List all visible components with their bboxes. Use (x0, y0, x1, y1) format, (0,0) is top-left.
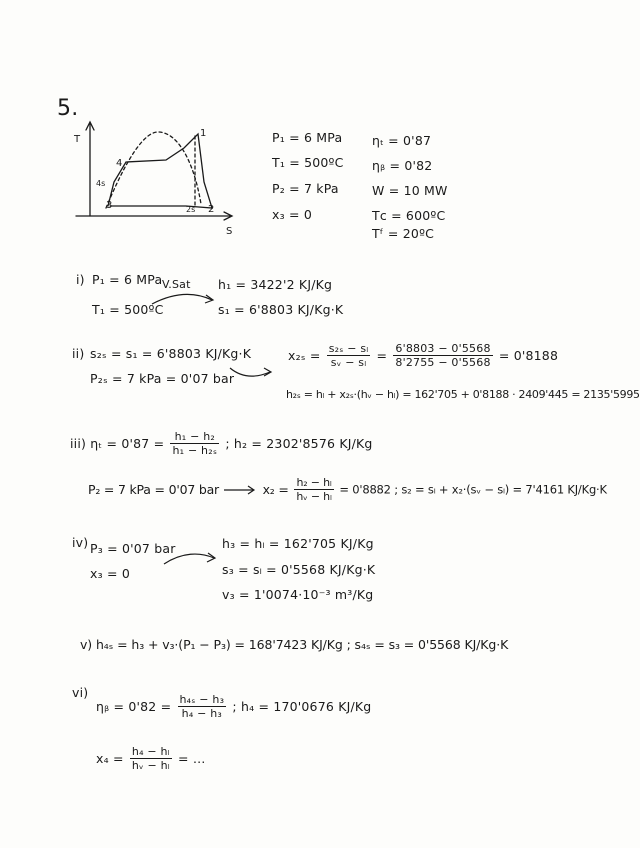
step1-t1: T₁ = 500ºC (92, 302, 164, 317)
state-label-2: 2 (208, 204, 215, 215)
given-p1: P₁ = 6 MPa (272, 130, 343, 145)
step3-x2-frac-den: hᵥ − hₗ (296, 490, 332, 503)
step3-x2-lhs: x₂ = (262, 482, 289, 497)
step1-p1: P₁ = 6 MPa (92, 272, 163, 287)
step2-frac1-num: s₂ₛ − sₗ (328, 342, 369, 355)
state-label-4s: 4s (96, 179, 106, 188)
step3-x2-frac-num: h₂ − hₗ (294, 476, 333, 490)
step1-s1: s₁ = 6'8803 KJ/Kg·K (218, 302, 344, 317)
saturation-dome (106, 132, 201, 208)
step3-frac-den: h₁ − h₂ₛ (172, 444, 218, 457)
given-x3: x₃ = 0 (272, 207, 312, 222)
step2-s2s: s₂ₛ = s₁ = 6'8803 KJ/Kg·K (90, 346, 252, 361)
t-axis-label: T (74, 134, 81, 145)
state-label-1: 1 (200, 128, 207, 139)
step3-quality-expr (88, 476, 607, 503)
given-p2: P₂ = 7 kPa (272, 181, 339, 196)
step5-label: v) (80, 637, 93, 652)
step2-h2s: h₂ₛ = hₗ + x₂ₛ·(hᵥ − hₗ) = 162'705 + 0'8188 · 2409'445 = 2135'5995 (286, 388, 640, 401)
step4-x3: x₃ = 0 (90, 566, 130, 581)
step6-x4-frac-den: hᵥ − hₗ (131, 759, 170, 772)
step6-x4-lhs: x₄ = (96, 751, 124, 766)
step1-label: i) (76, 272, 85, 287)
step6-h4: ; h₄ = 170'0676 KJ/Kg (232, 699, 372, 714)
problem-number: 5. (57, 96, 79, 121)
cycle-curve (108, 134, 212, 208)
step3-p2: P₂ = 7 kPa = 0'07 bar (88, 482, 219, 497)
step2-frac1-den: sᵥ − sₗ (330, 356, 367, 369)
state-label-2s: 2s (186, 205, 196, 214)
step4-s3: s₃ = sₗ = 0'5568 KJ/Kg·K (222, 562, 376, 577)
step6-x4-frac (130, 745, 172, 772)
step2-equals: = (376, 348, 388, 363)
step2-x2s-result: = 0'8188 (498, 348, 559, 363)
step2-label: ii) (72, 346, 85, 361)
step4-h3: h₃ = hₗ = 162'705 KJ/Kg (222, 536, 374, 551)
step2-frac-numeric (393, 342, 492, 369)
step2-quality-expr (288, 342, 558, 369)
step3-label: iii) (70, 436, 87, 451)
step6-frac (178, 693, 227, 720)
step6-label: vi) (72, 685, 89, 700)
state-label-4: 4 (116, 158, 123, 169)
given-eta-b: ηᵦ = 0'82 (372, 158, 433, 173)
step5-h4s-s4s: h₄ₛ = h₃ + v₃·(P₁ − P₃) = 168'7423 KJ/Kg ; s₄ₛ = s₃ = 0'5568 KJ/Kg·K (95, 637, 509, 652)
given-tf: Tᶠ = 20ºC (372, 226, 435, 241)
step6-x4-frac-num: h₄ − hₗ (130, 745, 172, 759)
step3-eta-t-expr (70, 430, 373, 457)
step6-frac-den: h₄ − h₃ (181, 707, 223, 720)
step1-arrow (150, 290, 220, 310)
step3-s2: = 0'8882 ; s₂ = sₗ + x₂·(sᵥ − sₗ) = 7'4161 KJ/Kg·K (339, 482, 607, 497)
ts-diagram (66, 112, 241, 237)
given-eta-t: ηₜ = 0'87 (372, 133, 432, 148)
step6-ellipsis: = … (178, 751, 206, 766)
step6-frac-num: h₄ₛ − h₃ (179, 693, 225, 706)
step3-arrow (223, 484, 259, 496)
step6-eta-b-expr (96, 693, 371, 720)
step4-arrow (162, 550, 220, 570)
step5-line (80, 637, 508, 652)
step2-x2s-lhs: x₂ₛ = (288, 348, 321, 363)
step4-label: iv) (72, 535, 89, 550)
step2-frac-symbolic (327, 342, 371, 369)
step4-p3: P₃ = 0'07 bar (90, 541, 176, 556)
step6-eta-lhs: ηᵦ = 0'82 = (96, 699, 172, 714)
step3-eta-lhs: ηₜ = 0'87 = (90, 436, 165, 451)
s-axis-label: S (226, 226, 233, 237)
given-tc: Tᴄ = 600ºC (372, 208, 446, 223)
step2-arrow (228, 362, 276, 382)
state-label-3: 3 (106, 200, 113, 211)
step2-frac2-den: 8'2755 − 0'5568 (395, 356, 491, 369)
step2-p2s: P₂ₛ = 7 kPa = 0'07 bar (90, 371, 235, 386)
step3-h2: ; h₂ = 2302'8576 KJ/Kg (225, 436, 373, 451)
step1-h1: h₁ = 3422'2 KJ/Kg (218, 277, 333, 292)
step1-arrow-label: V.Sat (162, 278, 191, 291)
step3-frac-num: h₁ − h₂ (170, 430, 219, 444)
step3-frac (170, 430, 219, 457)
step2-frac2-num: 6'8803 − 0'5568 (395, 342, 491, 355)
step3-x2-frac (294, 476, 333, 503)
given-power: W = 10 MW (372, 183, 448, 198)
step6-x4-expr (96, 745, 206, 772)
step4-v3: v₃ = 1'0074·10⁻³ m³/Kg (222, 587, 374, 602)
given-t1: T₁ = 500ºC (272, 155, 344, 170)
